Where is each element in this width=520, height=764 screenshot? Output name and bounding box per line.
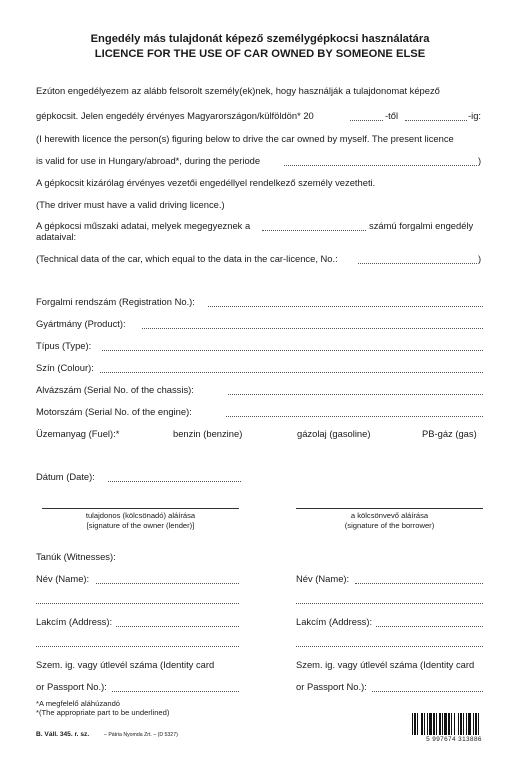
date-label: Dátum (Date): (36, 471, 95, 482)
fuel-option-gasoline[interactable]: gázolaj (gasoline) (297, 428, 371, 439)
witness-2-address-label: Lakcím (Address): (296, 616, 373, 627)
paragraph-3: A gépkocsit kizárólag érvényes vezetői engedéllyel rendelkező személy vezetheti. (36, 177, 376, 188)
paragraph-2-line-2: is valid for use in Hungary/abroad*, during the periode (36, 155, 261, 166)
colour-label: Szín (Colour): (36, 362, 94, 373)
engine-label: Motorszám (Serial No. of the engine): (36, 406, 192, 417)
witness-2-address-field[interactable] (376, 626, 483, 627)
barcode-bar (439, 713, 441, 735)
borrower-signature-caption-en: (signature of the borrower) (344, 521, 435, 530)
registration-label: Forgalmi rendszám (Registration No.): (36, 296, 195, 307)
barcode-bar (427, 713, 428, 735)
paragraph-1-line-2: gépkocsit. Jelen engedély érvényes Magyarországon/külföldön* 20 (36, 110, 314, 121)
borrower-signature-caption: a kölcsönvevő aláírása (350, 511, 429, 520)
fuel-option-gas[interactable]: PB-gáz (gas) (422, 428, 477, 439)
from-suffix: -től (385, 110, 399, 121)
barcode-bar (463, 713, 464, 735)
barcode-bar (424, 713, 425, 735)
car-licence-number-field[interactable] (262, 230, 366, 231)
chassis-field[interactable] (228, 394, 483, 395)
witness-2-name-field[interactable] (355, 583, 483, 584)
printer-imprint: – Pátria Nyomda Zrt. – (D 5327) (104, 732, 178, 738)
witness-1-address-field[interactable] (116, 626, 239, 627)
owner-signature-caption-en: [signature of the owner (lender)] (86, 521, 195, 530)
period-field[interactable] (284, 165, 477, 166)
chassis-label: Alvázszám (Serial No. of the chassis): (36, 384, 194, 395)
type-label: Típus (Type): (36, 340, 92, 351)
barcode-bar (421, 713, 423, 735)
witness-1-name-field[interactable] (96, 583, 239, 584)
witnesses-heading: Tanúk (Witnesses): (36, 551, 116, 562)
period-close-paren: ) (478, 155, 482, 166)
barcode-bar (444, 713, 447, 735)
witness-2-name-field-2[interactable] (296, 603, 483, 604)
witness-1-id-field[interactable] (112, 691, 239, 692)
date-field[interactable] (108, 481, 241, 482)
paragraph-6-close-paren: ) (478, 253, 482, 264)
barcode-bar (429, 713, 432, 735)
barcode-bar (473, 713, 474, 735)
barcode-bar (436, 713, 437, 735)
form-number: B. Váll. 345. r. sz. (36, 731, 90, 738)
paragraph-1-line-1: Ezúton engedélyezem az alább felsorolt személy(ek)nek, hogy használják a tulajdonomat képező (36, 85, 440, 96)
barcode-icon (412, 713, 496, 735)
product-field[interactable] (142, 328, 483, 329)
paragraph-4: (The driver must have a valid driving licence.) (36, 199, 225, 210)
barcode-number: 5 997674 313886 (426, 736, 482, 743)
until-suffix: -ig: (468, 110, 482, 121)
paragraph-5-end: számú forgalmi engedély (369, 220, 474, 231)
witness-1-name-field-2[interactable] (36, 603, 239, 604)
witness-2-id-label: Szem. ig. vagy útlevél száma (Identity card (296, 659, 475, 670)
barcode-bar (468, 713, 471, 735)
title-hungarian: Engedély más tulajdonát képező személygépkocsi használatára (90, 33, 430, 45)
witness-1-address-label: Lakcím (Address): (36, 616, 113, 627)
type-field[interactable] (102, 350, 483, 351)
registration-field[interactable] (208, 306, 483, 307)
paragraph-5-line-2: adataival: (36, 231, 77, 242)
fuel-label: Üzemanyag (Fuel):* (36, 428, 120, 439)
witness-1-address-field-2[interactable] (36, 646, 239, 647)
colour-field[interactable] (100, 372, 483, 373)
until-field[interactable] (405, 120, 467, 121)
witness-1-name-label: Név (Name): (36, 573, 90, 584)
barcode-bar (458, 713, 459, 735)
engine-field[interactable] (226, 416, 483, 417)
witness-1-id-label-2: or Passport No.): (36, 681, 107, 692)
footnote-hungarian: *A megfelelő aláhúzandó (36, 699, 121, 708)
barcode-bar (475, 713, 477, 735)
barcode-bar (451, 713, 452, 735)
barcode-bar (478, 713, 479, 735)
witness-2-id-label-2: or Passport No.): (296, 681, 367, 692)
witness-2-address-field-2[interactable] (296, 646, 483, 647)
witness-2-id-field[interactable] (372, 691, 483, 692)
owner-signature-line[interactable] (42, 508, 239, 509)
barcode-bar (442, 713, 443, 735)
owner-signature-caption: tulajdonos (kölcsönadó) aláírása (85, 511, 196, 520)
barcode-bar (412, 713, 413, 735)
barcode-bar (466, 713, 467, 735)
car-licence-no-field-en[interactable] (358, 263, 477, 264)
footnote-english: *(The appropriate part to be underlined) (36, 708, 170, 717)
paragraph-2-line-1: (I herewith licence the person(s) figuring below to drive the car owned by myself. The present licence (36, 133, 454, 144)
witness-2-name-label: Név (Name): (296, 573, 350, 584)
paragraph-6: (Technical data of the car, which equal to the data in the car-licence, No.: (36, 253, 338, 264)
barcode-bar (454, 713, 455, 735)
paragraph-5: A gépkocsi műszaki adatai, melyek megegyeznek a (36, 220, 251, 231)
fuel-option-benzine[interactable]: benzin (benzine) (173, 428, 243, 439)
product-label: Gyártmány (Product): (36, 318, 126, 329)
title-english: LICENCE FOR THE USE OF CAR OWNED BY SOMEONE ELSE (94, 48, 426, 60)
barcode-bar (417, 713, 418, 735)
witness-1-id-label: Szem. ig. vagy útlevél száma (Identity card (36, 659, 215, 670)
borrower-signature-line[interactable] (296, 508, 483, 509)
barcode-bar (460, 713, 462, 735)
barcode-bar (414, 713, 416, 735)
barcode-bar (448, 713, 450, 735)
year-field[interactable] (350, 120, 383, 121)
barcode-bar (433, 713, 435, 735)
